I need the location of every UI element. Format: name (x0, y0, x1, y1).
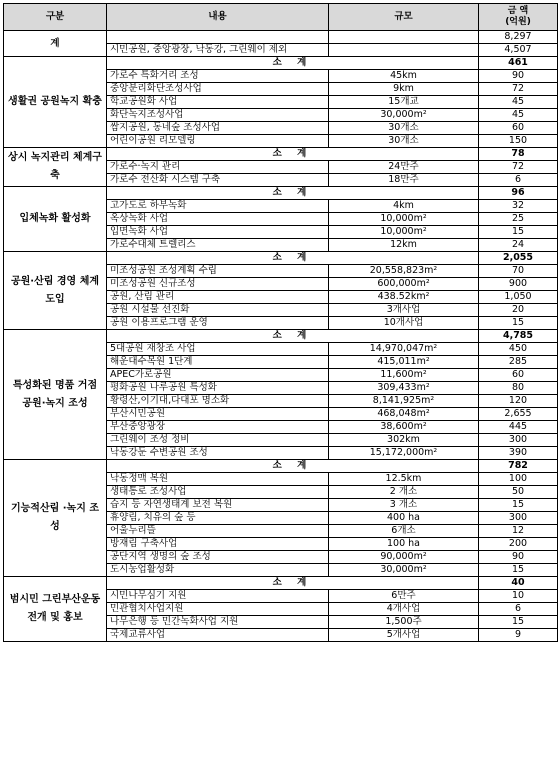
content-cell: 가로수대체 트렐리스 (107, 239, 329, 252)
total-amount: 8,297 (479, 31, 558, 44)
amount-cell: 15 (479, 564, 558, 577)
subtotal-amount: 78 (479, 148, 558, 161)
content-cell: 어울누리뜰 (107, 525, 329, 538)
subtotal-label: 소 계 (107, 57, 479, 70)
scale-cell: 30개소 (329, 122, 479, 135)
content-cell: 공원, 산림 관리 (107, 291, 329, 304)
amount-cell: 12 (479, 525, 558, 538)
content-cell: 휴양림, 치유의 숲 등 (107, 512, 329, 525)
amount-cell: 20 (479, 304, 558, 317)
category-cell: 범시민 그린부산운동 전개 및 홍보 (4, 577, 107, 642)
amount-cell: 90 (479, 551, 558, 564)
category-cell: 공원·산림 경영 체계 도입 (4, 252, 107, 330)
amount-cell: 25 (479, 213, 558, 226)
scale-cell: 1,500주 (329, 616, 479, 629)
amount-cell: 50 (479, 486, 558, 499)
header-amount (479, 4, 558, 31)
subtotal-label: 소 계 (107, 330, 479, 343)
scale-cell: 3개사업 (329, 304, 479, 317)
amount-cell: 300 (479, 434, 558, 447)
subtotal-amount: 782 (479, 460, 558, 473)
category-cell: 상시 녹지관리 체계구축 (4, 148, 107, 187)
category-cell: 특성화된 명품 거점 공원·녹지 조성 (4, 330, 107, 460)
total-empty-scale (329, 31, 479, 44)
total-note-amount: 4,507 (479, 44, 558, 57)
scale-cell: 14,970,047m² (329, 343, 479, 356)
content-cell: 공원 이용프로그램 운영 (107, 317, 329, 330)
content-cell: 입면녹화 사업 (107, 226, 329, 239)
scale-cell: 30,000m² (329, 109, 479, 122)
content-cell: 옥상녹화 사업 (107, 213, 329, 226)
scale-cell: 8,141,925m² (329, 395, 479, 408)
header-category: 구분 (4, 4, 107, 31)
total-label: 계 (4, 31, 107, 57)
subtotal-label: 소 계 (107, 577, 479, 590)
content-cell: 미조성공원 조성계획 수립 (107, 265, 329, 278)
scale-cell: 5개사업 (329, 629, 479, 642)
amount-cell: 900 (479, 278, 558, 291)
amount-cell: 10 (479, 590, 558, 603)
scale-cell: 30,000m² (329, 564, 479, 577)
content-cell: 낙동정맥 복원 (107, 473, 329, 486)
subtotal-row (4, 187, 558, 200)
scale-cell: 38,600m² (329, 421, 479, 434)
scale-cell: 400 ha (329, 512, 479, 525)
amount-cell: 1,050 (479, 291, 558, 304)
content-cell: 습지 등 자연생태계 보전 복원 (107, 499, 329, 512)
scale-cell: 11,600m² (329, 369, 479, 382)
scale-cell: 302km (329, 434, 479, 447)
scale-cell: 438.52km² (329, 291, 479, 304)
amount-cell: 45 (479, 96, 558, 109)
amount-cell: 390 (479, 447, 558, 460)
category-cell: 입체녹화 활성화 (4, 187, 107, 252)
scale-cell: 12km (329, 239, 479, 252)
scale-cell: 415,011m² (329, 356, 479, 369)
subtotal-label: 소 계 (107, 187, 479, 200)
scale-cell: 10,000m² (329, 213, 479, 226)
amount-cell: 285 (479, 356, 558, 369)
content-cell: 가로수 전산화 시스템 구축 (107, 174, 329, 187)
subtotal-row (4, 577, 558, 590)
header-scale: 규모 (329, 4, 479, 31)
amount-cell: 32 (479, 200, 558, 213)
content-cell: 공단지역 생명의 숲 조성 (107, 551, 329, 564)
scale-cell: 24만주 (329, 161, 479, 174)
amount-cell: 72 (479, 83, 558, 96)
amount-cell: 2,655 (479, 408, 558, 421)
scale-cell: 15개교 (329, 96, 479, 109)
amount-cell: 80 (479, 382, 558, 395)
scale-cell: 4km (329, 200, 479, 213)
scale-cell: 18만주 (329, 174, 479, 187)
amount-cell: 450 (479, 343, 558, 356)
content-cell: 학교공원화 사업 (107, 96, 329, 109)
amount-cell: 15 (479, 226, 558, 239)
content-cell: 방재림 구축사업 (107, 538, 329, 551)
content-cell: 시민나무심기 지원 (107, 590, 329, 603)
content-cell: 생태통로 조성사업 (107, 486, 329, 499)
amount-cell: 15 (479, 317, 558, 330)
amount-cell: 70 (479, 265, 558, 278)
scale-cell: 2 개소 (329, 486, 479, 499)
budget-table (3, 3, 558, 642)
amount-cell: 45 (479, 109, 558, 122)
category-cell: 생활권 공원녹지 확충 (4, 57, 107, 148)
subtotal-amount: 40 (479, 577, 558, 590)
subtotal-row (4, 148, 558, 161)
amount-cell: 72 (479, 161, 558, 174)
category-cell: 기능적산림 ·녹지 조성 (4, 460, 107, 577)
amount-cell: 120 (479, 395, 558, 408)
scale-cell: 6개소 (329, 525, 479, 538)
amount-cell: 300 (479, 512, 558, 525)
header-row (4, 4, 558, 31)
amount-cell: 200 (479, 538, 558, 551)
scale-cell: 9km (329, 83, 479, 96)
scale-cell: 4개사업 (329, 603, 479, 616)
amount-cell: 90 (479, 70, 558, 83)
content-cell: 미조성공원 신규조성 (107, 278, 329, 291)
scale-cell: 45km (329, 70, 479, 83)
scale-cell: 309,433m² (329, 382, 479, 395)
subtotal-label: 소 계 (107, 460, 479, 473)
amount-cell: 15 (479, 499, 558, 512)
scale-cell: 468,048m² (329, 408, 479, 421)
amount-cell: 15 (479, 616, 558, 629)
subtotal-amount: 4,785 (479, 330, 558, 343)
content-cell: 부산시민공원 (107, 408, 329, 421)
header-content: 내용 (107, 4, 329, 31)
scale-cell: 15,172,000m² (329, 447, 479, 460)
content-cell: 부산중앙광장 (107, 421, 329, 434)
content-cell: 그린웨이 조성 정비 (107, 434, 329, 447)
amount-cell: 60 (479, 369, 558, 382)
content-cell: 고가도로 하부녹화 (107, 200, 329, 213)
content-cell: 민관협치사업지원 (107, 603, 329, 616)
scale-cell: 12.5km (329, 473, 479, 486)
subtotal-label: 소 계 (107, 252, 479, 265)
scale-cell: 100 ha (329, 538, 479, 551)
scale-cell: 10개사업 (329, 317, 479, 330)
content-cell: 화단녹지조성사업 (107, 109, 329, 122)
amount-cell: 100 (479, 473, 558, 486)
content-cell: 공원 시설물 선진화 (107, 304, 329, 317)
scale-cell: 3 개소 (329, 499, 479, 512)
subtotal-label: 소 계 (107, 148, 479, 161)
content-cell: 평화공원 나루공원 특성화 (107, 382, 329, 395)
content-cell: 해운대수목원 1단계 (107, 356, 329, 369)
header-amount-line1: 금 액 (507, 6, 529, 16)
content-cell: 낙동강둔 수변공원 조성 (107, 447, 329, 460)
amount-cell: 6 (479, 603, 558, 616)
header-amount-line2: (억원) (505, 17, 531, 27)
total-note-scale (329, 44, 479, 57)
subtotal-row (4, 252, 558, 265)
amount-cell: 6 (479, 174, 558, 187)
scale-cell: 6만주 (329, 590, 479, 603)
content-cell: 황령산,이기대,다대포 명소화 (107, 395, 329, 408)
amount-cell: 60 (479, 122, 558, 135)
content-cell: 국제교류사업 (107, 629, 329, 642)
content-cell: 쌈지공원, 동네숲 조성사업 (107, 122, 329, 135)
subtotal-amount: 96 (479, 187, 558, 200)
content-cell: 가로수 특화거리 조성 (107, 70, 329, 83)
subtotal-row (4, 57, 558, 70)
scale-cell: 600,000m² (329, 278, 479, 291)
content-cell: APEC가로공원 (107, 369, 329, 382)
subtotal-row (4, 330, 558, 343)
total-row (4, 31, 558, 44)
subtotal-amount: 2,055 (479, 252, 558, 265)
content-cell: 어린이공원 리모델링 (107, 135, 329, 148)
content-cell: 5대공원 재창조 사업 (107, 343, 329, 356)
amount-cell: 24 (479, 239, 558, 252)
subtotal-amount: 461 (479, 57, 558, 70)
amount-cell: 445 (479, 421, 558, 434)
total-note: 시민공원, 중앙광장, 낙동강, 그린웨이 제외 (107, 44, 329, 57)
subtotal-row (4, 460, 558, 473)
scale-cell: 20,558,823m² (329, 265, 479, 278)
total-empty (107, 31, 329, 44)
content-cell: 나무은행 등 민간녹화사업 지원 (107, 616, 329, 629)
content-cell: 도시농업활성화 (107, 564, 329, 577)
scale-cell: 10,000m² (329, 226, 479, 239)
scale-cell: 90,000m² (329, 551, 479, 564)
content-cell: 가로수·녹지 관리 (107, 161, 329, 174)
scale-cell: 30개소 (329, 135, 479, 148)
amount-cell: 150 (479, 135, 558, 148)
content-cell: 중앙분리화단조성사업 (107, 83, 329, 96)
amount-cell: 9 (479, 629, 558, 642)
